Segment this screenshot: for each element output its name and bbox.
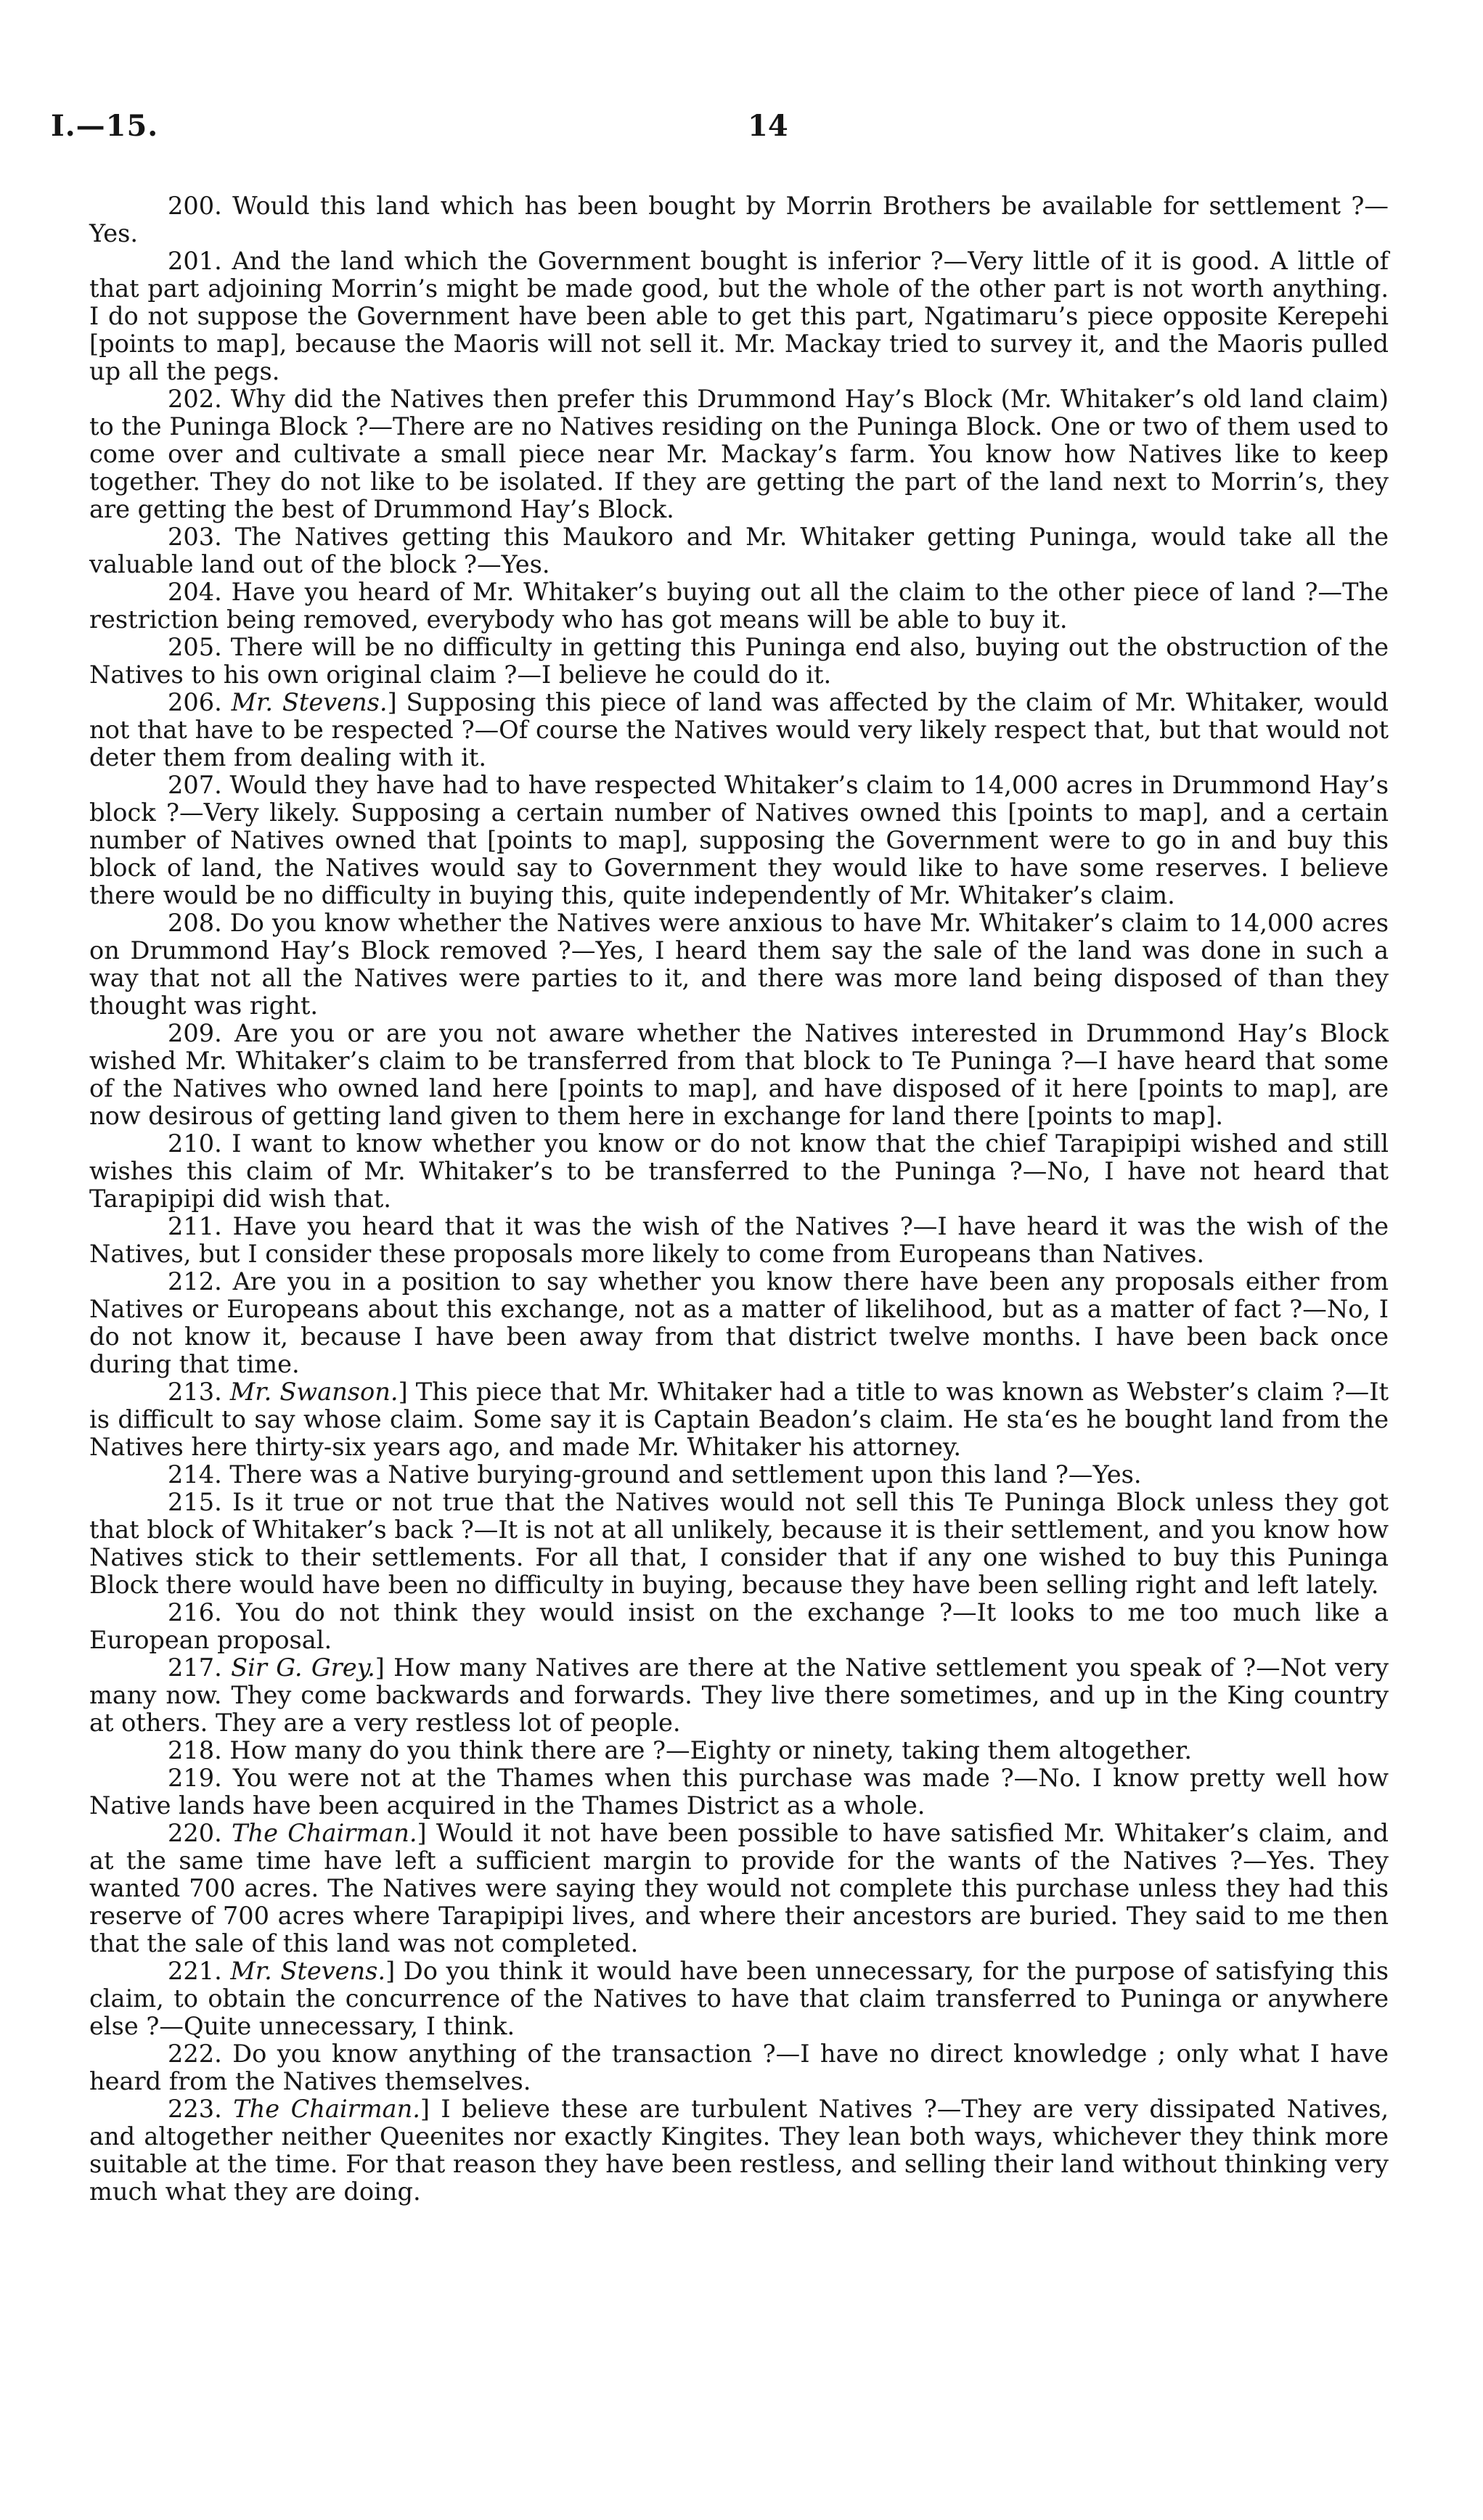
document-reference: I.—15.	[51, 109, 159, 143]
question-211: 211. Have you heard that it was the wish of the Natives ?—I have heard it was the wish of the Natives, but I consider these proposals more likely to come from Europeans than Natives.	[89, 1212, 1389, 1268]
question-text: ] Would it not have been possible to have satisfied Mr. Whitaker’s claim, and at the same time have left a sufficient margin to provide for the wants of the Natives ?—Yes. They wanted 700 acres. The Natives were saying they would not complete this purchase unless they had this reserve of 700 acres where Tarapipipi lives, and where their ancestors are buried. They said to me then that the sale of this land was not completed.	[89, 1819, 1389, 1958]
speaker-name: Sir G. Grey.	[231, 1653, 375, 1682]
question-text: ] Supposing this piece of land was affected by the claim of Mr. Whitaker, would not that have to be respected ?—Of course the Natives would very likely respect that, but that would not deter them from dealing with it.	[89, 688, 1389, 772]
question-200: 200. Would this land which has been bought by Morrin Brothers be available for settlement ?—Yes.	[89, 192, 1389, 248]
question-221	[89, 1958, 1389, 2040]
question-220	[89, 1820, 1389, 1958]
question-215: 215. Is it true or not true that the Natives would not sell this Te Puninga Block unless they got that block of Whitaker’s back ?—It is not at all unlikely, because it is their settlement, and you know how Natives stick to their settlements. For all that, I consider that if any one wished to buy this Puninga Block there would have been no difficulty in buying, because they have been selling right and left lately.	[89, 1488, 1389, 1599]
question-214: 214. There was a Native burying-ground and settlement upon this land ?—Yes.	[168, 1460, 1142, 1489]
question-216: 216. You do not think they would insist on the exchange ?—It looks to me too much like a European proposal.	[89, 1598, 1389, 1654]
speaker-name: Mr. Stevens.	[230, 1957, 386, 1985]
question-number: 213.	[168, 1378, 230, 1406]
question-203: 203. The Natives getting this Maukoro and Mr. Whitaker getting Puninga, would take all the valuable land out of the block ?—Yes.	[89, 523, 1389, 578]
question-text: ] I believe these are turbulent Natives ?—They are very dissipated Natives, and altogether neither Queenites nor exactly Kingites. They lean both ways, whichever they think more suitable at the time. For that reason they have been restless, and selling their land without thinking very much what they are doing.	[89, 2095, 1389, 2206]
question-text: ] This piece that Mr. Whitaker had a title to was known as Webster’s claim ?—It is difficult to say whose claim. Some say it is Captain Beadon’s claim. He sta‘es he bought land from the Natives here thirty-six years ago, and made Mr. Whitaker his attorney.	[89, 1378, 1389, 1461]
question-207: 207. Would they have had to have respected Whitaker’s claim to 14,000 acres in Drummond Hay’s block ?—Very likely. Supposing a certain number of Natives owned this [points to map], and a certain number of Natives owned that [points to map], supposing the Government were to go in and buy this block of land, the Natives would say to Government they would like to have some reserves. I believe there would be no difficulty in buying this, quite independently of Mr. Whitaker’s claim.	[89, 771, 1389, 909]
question-text: ] Do you think it would have been unnecessary, for the purpose of satisfying this claim, to obtain the concurrence of the Natives to have that claim transferred to Puninga or anywhere else ?—Quite unnecessary, I think.	[89, 1957, 1389, 2040]
question-218: 218. How many do you think there are ?—Eighty or ninety, taking them altogether.	[168, 1736, 1193, 1764]
speaker-name: The Chairman.	[232, 1819, 417, 1847]
question-210: 210. I want to know whether you know or do not know that the chief Tarapipipi wished and still wishes this claim of Mr. Whitaker’s to be transferred to the Puninga ?—No, I have not heard that Tarapipipi did wish that.	[89, 1129, 1389, 1213]
question-209: 209. Are you or are you not aware whether the Natives interested in Drummond Hay’s Block wished Mr. Whitaker’s claim to be transferred from that block to Te Puninga ?—I have heard that some of the Natives who owned land here [points to map], and have disposed of it here [points to map], are now desirous of getting land given to them here in exchange for land there [points to map].	[89, 1019, 1389, 1130]
question-213	[89, 1378, 1389, 1461]
speaker-name: Mr. Swanson.	[229, 1378, 399, 1406]
question-text: ] How many Natives are there at the Native settlement you speak of ?—Not very many now. They come backwards and forwards. They live there sometimes, and up in the King country at others. They are a very restless lot of people.	[89, 1653, 1389, 1737]
question-number: 223.	[168, 2095, 234, 2123]
question-212: 212. Are you in a position to say whether you know there have been any proposals either from Natives or Europeans about this exchange, not as a matter of likelihood, but as a matter of fact ?—No, I do not know it, because I have been away from that district twelve months. I have been back once during that time.	[89, 1267, 1389, 1378]
question-201: 201. And the land which the Government bought is inferior ?—Very little of it is good. A little of that part adjoining Morrin’s might be made good, but the whole of the other part is not worth anything. I do not suppose the Government have been able to get this part, Ngatimaru’s piece opposite Kerepehi [points to map], because the Maoris will not sell it. Mr. Mackay tried to survey it, and the Maoris pulled up all the pegs.	[89, 247, 1389, 385]
question-219: 219. You were not at the Thames when this purchase was made ?—No. I know pretty well how Native lands have been acquired in the Thames District as a whole.	[89, 1764, 1389, 1820]
evidence-body	[89, 192, 1389, 2206]
question-number: 220.	[168, 1819, 232, 1847]
question-205: 205. There will be no difficulty in getting this Puninga end also, buying out the obstruction of the Natives to his own original claim ?—I believe he could do it.	[89, 633, 1389, 689]
question-217	[89, 1654, 1389, 1737]
speaker-name: The Chairman.	[233, 2095, 420, 2123]
question-number: 221.	[168, 1957, 231, 1985]
question-number: 217.	[168, 1653, 232, 1682]
speaker-name: Mr. Stevens.	[231, 688, 388, 716]
question-202: 202. Why did the Natives then prefer this Drummond Hay’s Block (Mr. Whitaker’s old land claim) to the Puninga Block ?—There are no Natives residing on the Puninga Block. One or two of them used to come over and cultivate a small piece near Mr. Mackay’s farm. You know how Natives like to keep together. They do not like to be isolated. If they are getting the part of the land next to Morrin’s, they are getting the best of Drummond Hay’s Block.	[89, 385, 1389, 523]
question-223	[89, 2095, 1389, 2206]
question-number: 206.	[168, 688, 232, 716]
question-208: 208. Do you know whether the Natives were anxious to have Mr. Whitaker’s claim to 14,000 acres on Drummond Hay’s Block removed ?—Yes, I heard them say the sale of the land was done in such a way that not all the Natives were parties to it, and there was more land being disposed of than they thought was right.	[89, 909, 1389, 1020]
question-222: 222. Do you know anything of the transaction ?—I have no direct knowledge ; only what I have heard from the Natives themselves.	[89, 2040, 1389, 2095]
question-206	[89, 689, 1389, 772]
page-header	[51, 109, 1430, 160]
page-number: 14	[748, 109, 788, 143]
question-204: 204. Have you heard of Mr. Whitaker’s buying out all the claim to the other piece of land ?—The restriction being removed, everybody who has got means will be able to buy it.	[89, 578, 1389, 634]
